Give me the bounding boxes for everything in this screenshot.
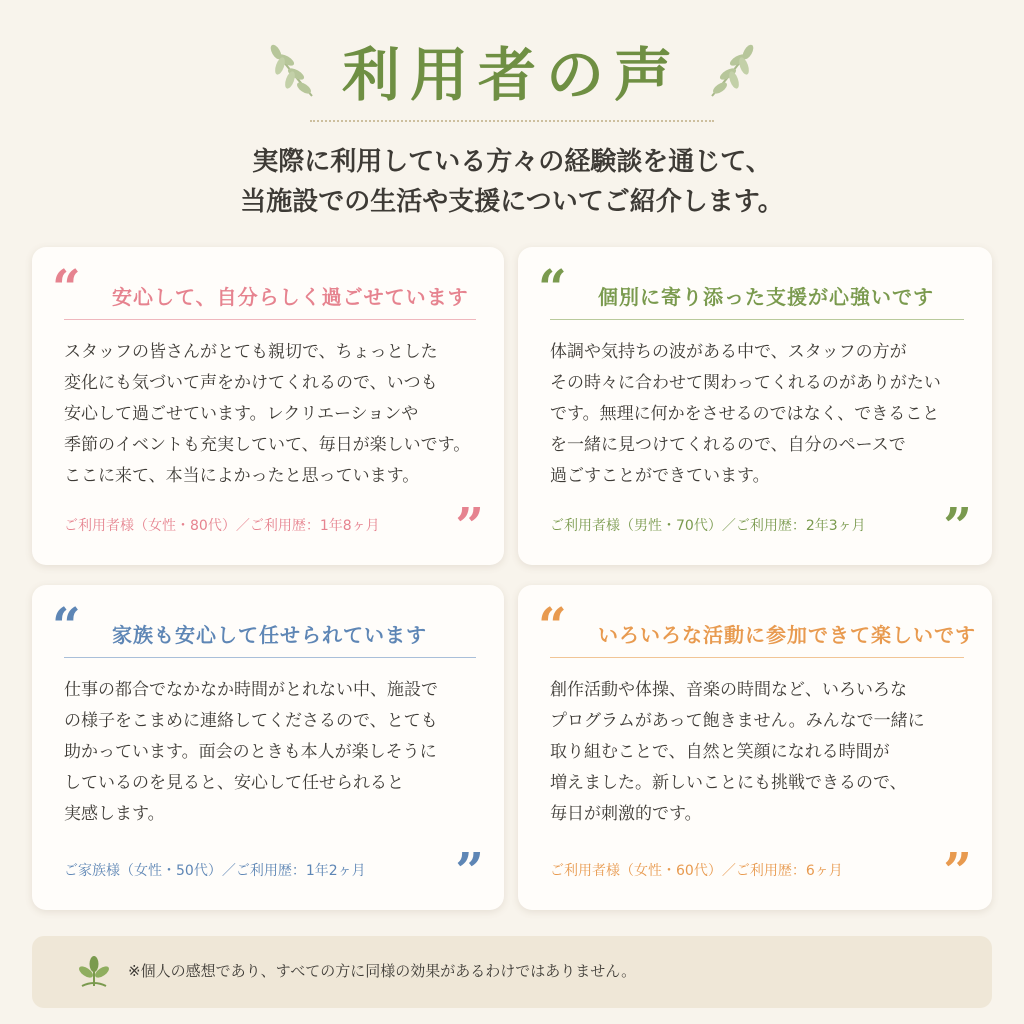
testimonial-card bbox=[518, 585, 992, 910]
close-quote-icon: ” bbox=[455, 496, 484, 555]
body-line: の様子をこまめに連絡してくださるので、とても bbox=[64, 711, 438, 731]
body-line: その時々に合わせて関わってくれるのがありがたい bbox=[550, 373, 941, 393]
leaf-icon bbox=[76, 954, 112, 990]
page-header bbox=[0, 0, 1024, 240]
testimonial-title: 安心して、自分らしく過ごせています bbox=[112, 285, 469, 309]
left-sprig-icon bbox=[260, 38, 320, 102]
body-line: 増えました。新しいことにも挑戦できるので、 bbox=[550, 773, 907, 793]
body-line: を一緒に見つけてくれるので、自分のペースで bbox=[550, 435, 906, 455]
body-line: 毎日が刺激的です。 bbox=[550, 804, 702, 824]
close-quote-icon: ” bbox=[455, 841, 484, 900]
testimonial-meta: ご家族様（女性・50代）／ご利用歴：1年2ヶ月 bbox=[64, 863, 366, 879]
title-divider bbox=[550, 657, 964, 658]
title-row bbox=[0, 30, 1024, 110]
testimonial-title: 個別に寄り添った支援が心強いです bbox=[598, 285, 934, 309]
body-line: 変化にも気づいて声をかけてくれるので、いつも bbox=[64, 373, 438, 393]
body-line: 仕事の都合でなかなか時間がとれない中、施設で bbox=[64, 680, 438, 700]
testimonial-meta: ご利用者様（女性・60代）／ご利用歴：6ヶ月 bbox=[550, 863, 843, 879]
open-quote-icon: “ bbox=[538, 596, 567, 655]
body-line: 安心して過ごせています。レクリエーションや bbox=[64, 404, 419, 424]
body-line: 季節のイベントも充実していて、毎日が楽しいです。 bbox=[64, 435, 471, 455]
body-line: しているのを見ると、安心して任せられると bbox=[64, 773, 404, 793]
testimonial-body bbox=[550, 337, 972, 492]
open-quote-icon: “ bbox=[52, 258, 81, 317]
body-line: 取り組むことで、自然と笑顔になれる時間が bbox=[550, 742, 890, 762]
body-line: スタッフの皆さんがとても親切で、ちょっとした bbox=[64, 342, 438, 362]
body-line: 過ごすことができています。 bbox=[550, 466, 770, 486]
body-line: プログラムがあって飽きません。みんなで一緒に bbox=[550, 711, 925, 731]
body-line: です。無理に何かをさせるのではなく、できること bbox=[550, 404, 940, 424]
open-quote-icon: “ bbox=[52, 596, 81, 655]
close-quote-icon: ” bbox=[943, 496, 972, 555]
intro-line: 当施設での生活や支援についてご紹介します。 bbox=[240, 187, 784, 217]
testimonial-card bbox=[32, 247, 504, 565]
testimonial-card bbox=[518, 247, 992, 565]
testimonial-title: いろいろな活動に参加できて楽しいです bbox=[598, 623, 976, 647]
page-title: 利用者の声 bbox=[341, 41, 682, 109]
open-quote-icon: “ bbox=[538, 258, 567, 317]
body-line: 体調や気持ちの波がある中で、スタッフの方が bbox=[550, 342, 907, 362]
body-line: 創作活動や体操、音楽の時間など、いろいろな bbox=[550, 680, 907, 700]
testimonial-card bbox=[32, 585, 504, 910]
testimonial-meta: ご利用者様（男性・70代）／ご利用歴：2年3ヶ月 bbox=[550, 518, 866, 534]
disclaimer-text: ※個人の感想であり、すべての方に同様の効果があるわけではありません。 bbox=[128, 962, 637, 980]
title-divider bbox=[550, 319, 964, 320]
disclaimer-notice bbox=[32, 936, 992, 1008]
intro-text bbox=[0, 142, 1024, 222]
testimonial-meta: ご利用者様（女性・80代）／ご利用歴：1年8ヶ月 bbox=[64, 518, 380, 534]
body-line: 助かっています。面会のときも本人が楽しそうに bbox=[64, 742, 437, 762]
title-divider bbox=[310, 120, 714, 122]
close-quote-icon: ” bbox=[943, 841, 972, 900]
testimonial-title: 家族も安心して任せられています bbox=[112, 623, 427, 647]
intro-line: 実際に利用している方々の経験談を通じて、 bbox=[252, 147, 772, 177]
body-line: ここに来て、本当によかったと思っています。 bbox=[64, 466, 420, 486]
testimonial-body bbox=[64, 337, 484, 492]
testimonial-body bbox=[550, 675, 972, 830]
title-divider bbox=[64, 657, 476, 658]
right-sprig-icon bbox=[704, 38, 764, 102]
body-line: 実感します。 bbox=[64, 804, 165, 824]
title-divider bbox=[64, 319, 476, 320]
testimonial-body bbox=[64, 675, 484, 830]
